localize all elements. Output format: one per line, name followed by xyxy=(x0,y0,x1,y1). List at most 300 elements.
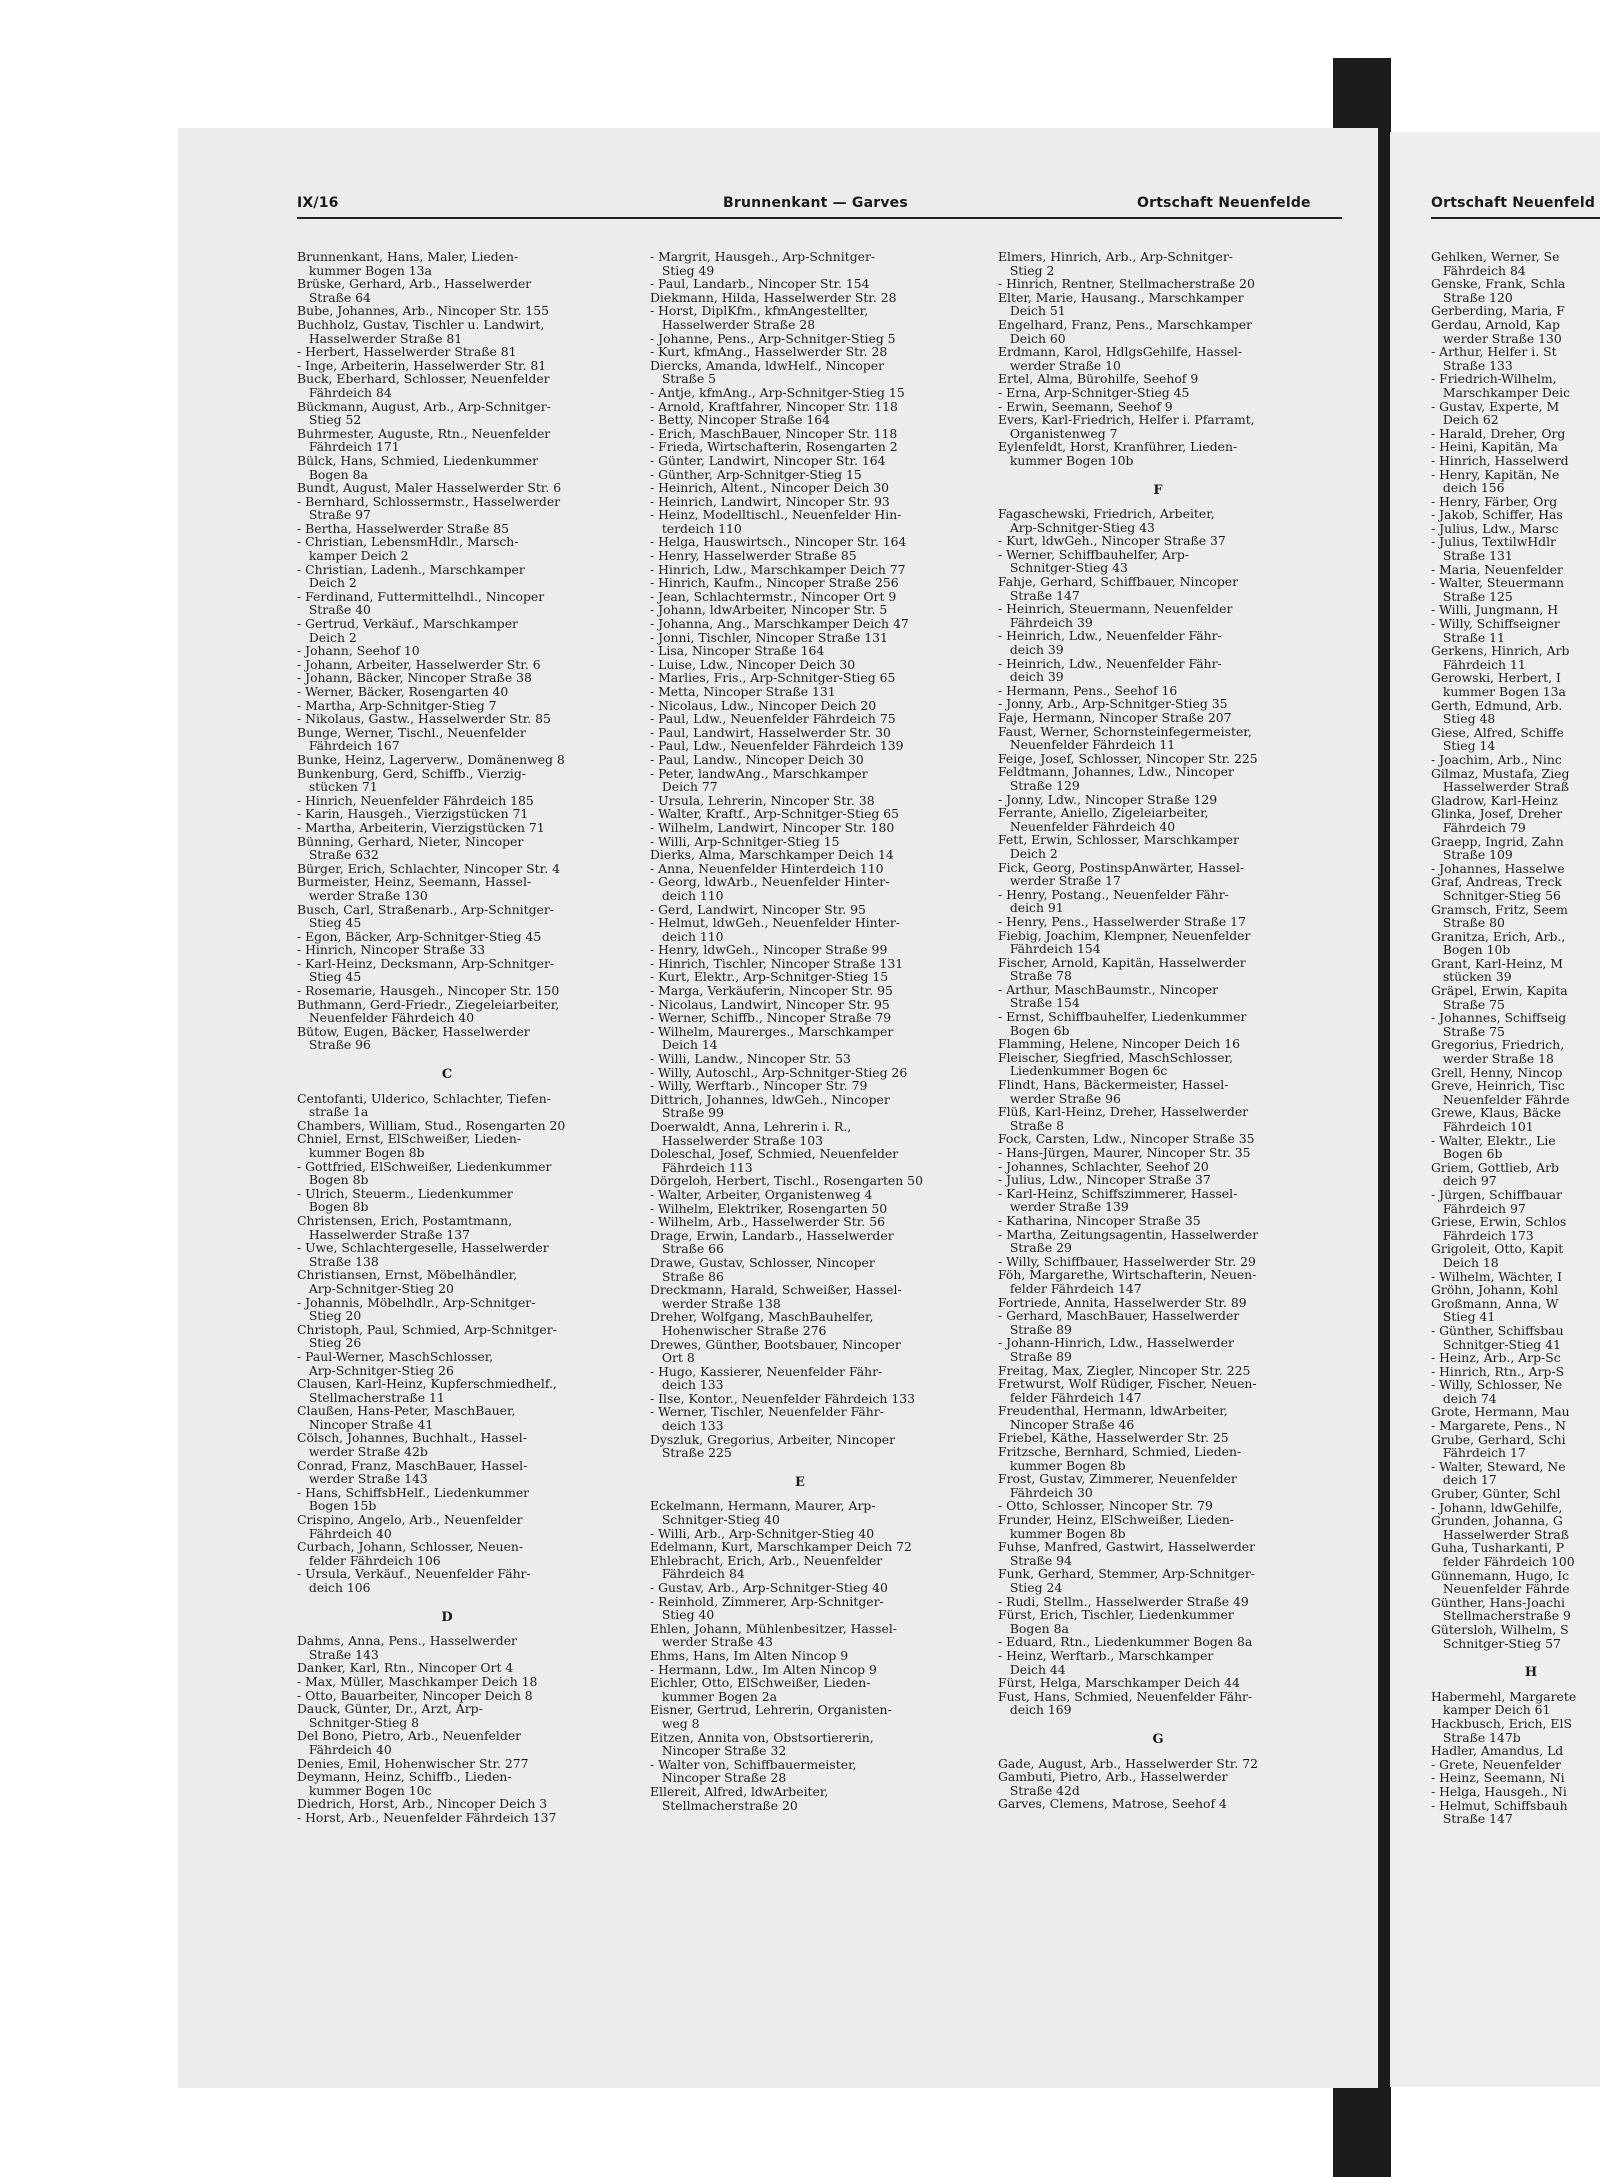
directory-entry: Stieg 52 xyxy=(297,412,362,428)
directory-entry: Großmann, Anna, W xyxy=(1431,1295,1559,1311)
directory-entry: - Christian, LebensmHdlr., Marsch- xyxy=(297,534,519,550)
directory-entry: deich 110 xyxy=(650,887,724,903)
directory-entry: - Karl-Heinz, Decksmann, Arp-Schnitger- xyxy=(297,955,555,971)
directory-entry: - Friedrich-Wilhelm, xyxy=(1431,371,1557,387)
directory-entry: Elter, Marie, Hausang., Marschkamper xyxy=(998,289,1244,305)
section-letter: E xyxy=(795,1474,805,1490)
directory-entry: Fährdeich 79 xyxy=(1431,819,1526,835)
directory-entry: - Paul-Werner, MaschSchlosser, xyxy=(297,1348,494,1364)
directory-entry: Günther, Hans-Joachi xyxy=(1431,1594,1566,1610)
directory-entry: - Walter, Steuermann xyxy=(1431,575,1565,591)
directory-column-3 xyxy=(998,250,1318,1811)
directory-entry: - Paul, Landwirt, Hasselwerder Str. 30 xyxy=(650,724,891,740)
directory-entry: - Betty, Nincoper Straße 164 xyxy=(650,412,831,428)
directory-entry: - Harald, Dreher, Org xyxy=(1431,425,1566,441)
directory-entry: - Herbert, Hasselwerder Straße 81 xyxy=(297,344,517,360)
directory-entry: Straße 96 xyxy=(297,1037,371,1053)
directory-entry: - Johann, ldwGehilfe, xyxy=(1431,1499,1563,1515)
directory-entry: Christensen, Erich, Postamtmann, xyxy=(297,1212,513,1228)
directory-entry: Grunden, Johanna, G xyxy=(1431,1513,1563,1529)
directory-entry: Dauck, Günter, Dr., Arzt, Arp- xyxy=(297,1701,483,1717)
directory-entry: Eisner, Gertrud, Lehrerin, Organisten- xyxy=(650,1702,892,1718)
directory-entry: Schnitger-Stieg 43 xyxy=(998,560,1128,576)
directory-entry: deich 91 xyxy=(998,900,1064,916)
directory-entry: - Wilhelm, Arb., Hasselwerder Str. 56 xyxy=(650,1214,885,1230)
directory-entry: Drewes, Günther, Bootsbauer, Nincoper xyxy=(650,1336,901,1352)
directory-entry: Deymann, Heinz, Schiffb., Lieden- xyxy=(297,1769,512,1785)
directory-entry: - Paul, Landw., Nincoper Deich 30 xyxy=(650,751,864,767)
directory-entry: Stieg 26 xyxy=(297,1335,362,1351)
directory-entry: Diedrich, Horst, Arb., Nincoper Deich 3 xyxy=(297,1796,548,1812)
directory-entry: Straße 8 xyxy=(998,1117,1065,1133)
directory-entry: - Wilhelm, Elektriker, Rosengarten 50 xyxy=(650,1200,888,1216)
directory-entry: Gütersloh, Wilhelm, S xyxy=(1431,1621,1569,1637)
directory-entry: Fritzsche, Bernhard, Schmied, Lieden- xyxy=(998,1444,1242,1460)
directory-entry: Straße 120 xyxy=(1431,289,1513,305)
directory-entry: - Kurt, Elektr., Arp-Schnitger-Stieg 15 xyxy=(650,969,889,985)
directory-entry: Neuenfelder Fährdeich 40 xyxy=(998,818,1176,834)
directory-entry: Claußen, Hans-Peter, MaschBauer, xyxy=(297,1403,516,1419)
directory-entry: Grube, Gerhard, Schi xyxy=(1431,1431,1566,1447)
directory-entry: Straße 42d xyxy=(998,1782,1080,1798)
directory-entry: Straße 66 xyxy=(650,1241,724,1257)
directory-entry: - Marga, Verkäuferin, Nincoper Str. 95 xyxy=(650,983,893,999)
directory-entry: Nincoper Straße 41 xyxy=(297,1416,434,1432)
directory-entry: Stellmacherstraße 11 xyxy=(297,1389,445,1405)
directory-entry: Straße 133 xyxy=(1431,357,1513,373)
directory-entry: Deich 2 xyxy=(297,575,357,591)
directory-entry: kummer Bogen 8b xyxy=(998,1457,1126,1473)
directory-entry: - Horst, DiplKfm., kfmAngestellter, xyxy=(650,303,869,319)
directory-entry: - Heini, Kapitän, Ma xyxy=(1431,439,1558,455)
directory-entry: - Erich, MaschBauer, Nincoper Str. 118 xyxy=(650,425,898,441)
directory-column-1 xyxy=(297,250,597,1825)
directory-entry: Straße 89 xyxy=(998,1348,1072,1364)
section-letter: G xyxy=(1152,1731,1164,1747)
directory-entry: Deich 2 xyxy=(297,629,357,645)
directory-entry: Ellereit, Alfred, ldwArbeiter, xyxy=(650,1783,829,1799)
directory-entry: Gade, August, Arb., Hasselwerder Str. 72 xyxy=(998,1755,1258,1771)
directory-entry: Straße 125 xyxy=(1431,588,1513,604)
directory-entry: - Marlies, Fris., Arp-Schnitger-Stieg 65 xyxy=(650,670,896,686)
directory-entry: Grewe, Klaus, Bäcke xyxy=(1431,1105,1562,1121)
directory-entry: kummer Bogen 8b xyxy=(297,1145,425,1160)
directory-entry: - Luise, Ldw., Nincoper Deich 30 xyxy=(650,656,856,672)
directory-entry: Gerth, Edmund, Arb. xyxy=(1431,697,1563,713)
directory-entry: Straße 147b xyxy=(1431,1729,1521,1745)
directory-entry: Hackbusch, Erich, ElS xyxy=(1431,1715,1572,1731)
directory-entry: Bünning, Gerhard, Nieter, Nincoper xyxy=(297,833,524,849)
directory-entry: - Werner, Bäcker, Rosengarten 40 xyxy=(297,684,509,699)
directory-entry: deich 74 xyxy=(1431,1390,1497,1406)
directory-entry: Günnemann, Hugo, Ic xyxy=(1431,1567,1570,1583)
directory-entry: Stieg 48 xyxy=(1431,711,1496,727)
directory-entry: - Rosemarie, Hausgeh., Nincoper Str. 150 xyxy=(297,983,560,999)
directory-entry: - Willy, Autoschl., Arp-Schnitger-Stieg 26 xyxy=(650,1064,908,1080)
directory-entry: Fährdeich 39 xyxy=(998,614,1093,630)
directory-entry: Bückmann, August, Arb., Arp-Schnitger- xyxy=(297,398,551,414)
directory-entry: Straße 64 xyxy=(297,289,371,305)
directory-entry: Grant, Karl-Heinz, M xyxy=(1431,955,1563,971)
directory-entry: Fährdeich 113 xyxy=(650,1159,753,1175)
directory-entry: Straße 154 xyxy=(998,995,1080,1011)
directory-entry: Hohenwischer Straße 276 xyxy=(650,1322,827,1338)
directory-entry: - Bernhard, Schlossermstr., Hasselwerder xyxy=(297,493,561,509)
directory-entry: Dreckmann, Harald, Schweißer, Hassel- xyxy=(650,1282,902,1298)
directory-entry: Cölsch, Johannes, Buchhalt., Hassel- xyxy=(297,1430,527,1446)
directory-entry: Feldtmann, Johannes, Ldw., Nincoper xyxy=(998,764,1234,780)
directory-entry: deich 39 xyxy=(998,642,1064,658)
directory-entry: kummer Bogen 10c xyxy=(297,1782,432,1798)
directory-entry: - Heinz, Werftarb., Marschkamper xyxy=(998,1647,1214,1663)
directory-entry: - Gerd, Landwirt, Nincoper Str. 95 xyxy=(650,901,866,917)
directory-entry: Straße 147 xyxy=(998,587,1080,603)
directory-entry: Chambers, William, Stud., Rosengarten 20 xyxy=(297,1117,566,1133)
directory-entry: - Karin, Hausgeh., Vierzigstücken 71 xyxy=(297,806,529,822)
directory-entry: - Nicolaus, Ldw., Nincoper Deich 20 xyxy=(650,697,877,713)
directory-entry: Dierks, Alma, Marschkamper Deich 14 xyxy=(650,847,894,863)
directory-entry: - Hinrich, Ldw., Marschkamper Deich 77 xyxy=(650,561,906,577)
directory-entry: Danker, Karl, Rtn., Nincoper Ort 4 xyxy=(297,1660,514,1676)
directory-entry: - Hinrich, Nincoper Straße 33 xyxy=(297,942,485,958)
directory-entry: Deich 62 xyxy=(1431,412,1499,428)
directory-entry: Straße 11 xyxy=(1431,629,1505,645)
directory-entry: werder Straße 96 xyxy=(998,1090,1121,1106)
directory-entry: Chniel, Ernst, ElSchweißer, Lieden- xyxy=(297,1131,522,1147)
directory-entry: Eylenfeldt, Horst, Kranführer, Lieden- xyxy=(998,439,1238,455)
directory-entry: Hasselwerder Straße 137 xyxy=(297,1226,470,1242)
directory-entry: deich 97 xyxy=(1431,1173,1497,1189)
directory-entry: Ferrante, Aniello, Zigeleiarbeiter, xyxy=(998,805,1209,821)
directory-entry: - Kurt, ldwGeh., Nincoper Straße 37 xyxy=(998,533,1226,549)
directory-entry: - Helmut, ldwGeh., Neuenfelder Hinter- xyxy=(650,915,900,931)
directory-entry: - Helga, Hauswirtsch., Nincoper Str. 164 xyxy=(650,534,907,550)
directory-entry: deich 156 xyxy=(1431,480,1505,496)
directory-entry: Hasselwerder Straße 81 xyxy=(297,330,463,346)
directory-entry: - Egon, Bäcker, Arp-Schnitger-Stieg 45 xyxy=(297,928,542,944)
directory-entry: Frost, Gustav, Zimmerer, Neuenfelder xyxy=(998,1471,1237,1487)
directory-entry: Bogen 8b xyxy=(297,1172,369,1188)
directory-entry: Straße 94 xyxy=(998,1552,1072,1568)
directory-entry: - Otto, Bauarbeiter, Nincoper Deich 8 xyxy=(297,1687,533,1703)
directory-entry: - Gottfried, ElSchweißer, Liedenkummer xyxy=(297,1158,552,1174)
directory-entry: Del Bono, Pietro, Arb., Neuenfelder xyxy=(297,1728,522,1744)
directory-entry: - Johann, Arbeiter, Hasselwerder Str. 6 xyxy=(297,656,541,672)
directory-entry: Frunder, Heinz, ElSchweißer, Lieden- xyxy=(998,1512,1234,1528)
directory-entry: kamper Deich 61 xyxy=(1431,1702,1551,1718)
directory-entry: Drawe, Gustav, Schlosser, Nincoper xyxy=(650,1254,875,1270)
directory-entry: Straße 75 xyxy=(1431,996,1505,1012)
directory-entry: - Helga, Hausgeh., Ni xyxy=(1431,1783,1567,1799)
directory-entry: - Hermann, Ldw., Im Alten Nincop 9 xyxy=(650,1661,877,1677)
directory-entry: - Ursula, Verkäuf., Neuenfelder Fähr- xyxy=(297,1566,531,1582)
directory-entry: - Nikolaus, Gastw., Hasselwerder Str. 85 xyxy=(297,711,551,727)
header-rule xyxy=(297,217,1342,219)
directory-entry: - Henry, Färber, Org xyxy=(1431,493,1558,509)
directory-entry: - Henry, Kapitän, Ne xyxy=(1431,466,1560,482)
directory-entry: Deich 77 xyxy=(650,779,718,795)
directory-entry: - Frieda, Wirtschafterin, Rosengarten 2 xyxy=(650,439,898,455)
directory-entry: - Walter von, Schiffbauermeister, xyxy=(650,1756,857,1772)
directory-entry: - Arthur, MaschBaumstr., Nincoper xyxy=(998,981,1219,997)
directory-entry: Schnitger-Stieg 56 xyxy=(1431,887,1561,903)
directory-entry: - Hinrich, Rentner, Stellmacherstraße 20 xyxy=(998,276,1255,292)
directory-entry: Guha, Tusharkanti, P xyxy=(1431,1540,1565,1556)
directory-entry: - Jakob, Schiffer, Has xyxy=(1431,507,1563,523)
directory-entry: weg 8 xyxy=(650,1715,700,1731)
section-letter: H xyxy=(1524,1665,1538,1681)
directory-entry: - Johann-Hinrich, Ldw., Hasselwerder xyxy=(998,1335,1234,1351)
directory-entry: - Willi, Jungmann, H xyxy=(1431,602,1559,618)
directory-entry: Ehlebracht, Erich, Arb., Neuenfelder xyxy=(650,1552,883,1568)
directory-entry: - Johanne, Pens., Arp-Schnitger-Stieg 5 xyxy=(650,330,896,346)
directory-entry: Gruber, Günter, Schl xyxy=(1431,1486,1561,1502)
directory-entry: Griese, Erwin, Schlos xyxy=(1431,1214,1567,1230)
directory-entry: Clausen, Karl-Heinz, Kupferschmiedhelf., xyxy=(297,1376,557,1392)
directory-entry: Straße 5 xyxy=(650,371,717,387)
directory-entry: - Erwin, Seemann, Seehof 9 xyxy=(998,398,1173,414)
directory-entry: - Ulrich, Steuerm., Liedenkummer xyxy=(297,1185,513,1201)
directory-entry: - Antje, kfmAng., Arp-Schnitger-Stieg 15 xyxy=(650,384,905,400)
directory-entry: Buthmann, Gerd-Friedr., Ziegeleiarbeiter, xyxy=(297,996,560,1012)
directory-entry: Straße 97 xyxy=(297,507,371,523)
directory-entry: Deich 2 xyxy=(998,845,1058,861)
directory-entry: felder Fährdeich 147 xyxy=(998,1389,1142,1405)
directory-entry: Faje, Hermann, Nincoper Straße 207 xyxy=(998,710,1232,725)
directory-entry: werder Straße 138 xyxy=(650,1295,781,1311)
directory-entry: Doerwaldt, Anna, Lehrerin i. R., xyxy=(650,1119,852,1134)
directory-entry: Straße 131 xyxy=(1431,548,1513,564)
directory-entry: Christiansen, Ernst, Möbelhändler, xyxy=(297,1267,518,1283)
directory-entry: Faust, Werner, Schornsteinfegermeister, xyxy=(998,723,1252,739)
directory-entry: - Kurt, kfmAng., Hasselwerder Str. 28 xyxy=(650,344,888,360)
directory-entry: Curbach, Johann, Schlosser, Neuen- xyxy=(297,1539,524,1555)
directory-entry: - Margarete, Pens., N xyxy=(1431,1418,1566,1434)
directory-entry: Ehms, Hans, Im Alten Nincop 9 xyxy=(650,1647,849,1663)
directory-entry: Straße 99 xyxy=(650,1105,724,1121)
directory-entry: Fährdeich 40 xyxy=(297,1525,392,1541)
directory-entry: Organistenweg 7 xyxy=(998,425,1118,441)
directory-entry: Genske, Frank, Schla xyxy=(1431,276,1566,292)
directory-entry: Bülck, Hans, Schmied, Liedenkummer xyxy=(297,452,539,468)
directory-entry: Fagaschewski, Friedrich, Arbeiter, xyxy=(998,506,1215,522)
directory-entry: - Gerhard, MaschBauer, Hasselwerder xyxy=(998,1308,1240,1324)
directory-entry: Fährdeich 171 xyxy=(297,439,400,455)
directory-entry: Diercks, Amanda, ldwHelf., Nincoper xyxy=(650,357,885,373)
directory-entry: deich 169 xyxy=(998,1702,1072,1718)
section-letter: C xyxy=(441,1067,453,1083)
directory-entry: Bogen 8a xyxy=(297,466,368,482)
directory-entry: - Reinhold, Zimmerer, Arp-Schnitger- xyxy=(650,1593,884,1609)
directory-entry: kummer Bogen 10b xyxy=(998,452,1134,468)
directory-entry: - Arnold, Kraftfahrer, Nincoper Str. 118 xyxy=(650,398,898,414)
next-page-header-rule xyxy=(1431,217,1600,219)
directory-entry: Gladrow, Karl-Heinz xyxy=(1431,792,1558,808)
directory-entry: Fährdeich 97 xyxy=(1431,1200,1526,1216)
directory-entry: - Julius, Ldw., Marsc xyxy=(1431,520,1559,536)
directory-entry: - Metta, Nincoper Straße 131 xyxy=(650,684,836,699)
directory-entry: Arp-Schnitger-Stieg 20 xyxy=(297,1280,454,1296)
directory-entry: Deich 51 xyxy=(998,303,1066,319)
directory-entry: Dreher, Wolfgang, MaschBauhelfer, xyxy=(650,1309,874,1325)
directory-entry: Freudenthal, Hermann, ldwArbeiter, xyxy=(998,1403,1228,1419)
directory-entry: Busch, Carl, Straßenarb., Arp-Schnitger- xyxy=(297,901,554,917)
directory-entry: werder Straße 143 xyxy=(297,1471,428,1487)
directory-entry: Schnitger-Stieg 40 xyxy=(650,1512,780,1528)
directory-entry: Ertel, Alma, Bürohilfe, Seehof 9 xyxy=(998,371,1199,387)
directory-entry: Fährdeich 84 xyxy=(1431,262,1526,278)
directory-column-2 xyxy=(650,250,950,1812)
directory-entry: Buck, Eberhard, Schlosser, Neuenfelder xyxy=(297,371,550,387)
directory-entry: Gerkens, Hinrich, Arb xyxy=(1431,643,1570,659)
directory-entry: - Heinrich, Ldw., Neuenfelder Fähr- xyxy=(998,628,1222,644)
directory-entry: kummer Bogen 2a xyxy=(650,1688,778,1704)
directory-entry: - Ilse, Kontor., Neuenfelder Fährdeich 133 xyxy=(650,1390,915,1406)
directory-entry: Fust, Hans, Schmied, Neuenfelder Fähr- xyxy=(998,1688,1253,1704)
directory-entry: Hasselwerder Straße 103 xyxy=(650,1132,823,1148)
directory-entry: Fährdeich 154 xyxy=(998,941,1101,957)
directory-entry: - Inge, Arbeiterin, Hasselwerder Str. 81 xyxy=(297,357,547,373)
directory-entry: Gerberding, Maria, F xyxy=(1431,303,1565,319)
directory-entry: - Max, Müller, Maschkamper Deich 18 xyxy=(297,1673,538,1689)
directory-entry: kamper Deich 2 xyxy=(297,548,409,564)
directory-entry: - Martha, Zeitungsagentin, Hasselwerder xyxy=(998,1226,1259,1242)
directory-entry: - Johann, Bäcker, Nincoper Straße 38 xyxy=(297,670,532,686)
directory-entry: - Jean, Schlachtermstr., Nincoper Ort 9 xyxy=(650,588,897,604)
directory-entry: - Heinrich, Steuermann, Neuenfelder xyxy=(998,601,1233,617)
directory-entry: - Johannes, Schlachter, Seehof 20 xyxy=(998,1158,1209,1174)
directory-entry: Stieg 45 xyxy=(297,969,362,985)
directory-entry: Stieg 45 xyxy=(297,915,362,931)
directory-entry: Neuenfelder Fährde xyxy=(1431,1091,1570,1107)
directory-entry: Fährdeich 84 xyxy=(297,384,392,400)
directory-entry: felder Fährdeich 106 xyxy=(297,1552,441,1568)
directory-entry: Fortriede, Annita, Hasselwerder Str. 89 xyxy=(998,1294,1247,1310)
directory-entry: - Julius, TextilwHdlr xyxy=(1431,534,1556,550)
directory-entry: deich 110 xyxy=(650,928,724,944)
directory-entry: Bogen 10b xyxy=(1431,942,1511,958)
directory-entry: - Werner, Schiffbauhelfer, Arp- xyxy=(998,546,1189,562)
directory-entry: Gräpel, Erwin, Kapita xyxy=(1431,983,1568,999)
directory-entry: Stieg 49 xyxy=(650,262,715,278)
directory-entry: Grote, Hermann, Mau xyxy=(1431,1404,1570,1420)
directory-entry: - Nicolaus, Landwirt, Nincoper Str. 95 xyxy=(650,996,890,1012)
directory-entry: Stieg 24 xyxy=(998,1580,1063,1595)
directory-entry: - Bertha, Hasselwerder Straße 85 xyxy=(297,520,509,536)
directory-entry: werder Straße 10 xyxy=(998,357,1121,373)
directory-entry: Stellmacherstraße 9 xyxy=(1431,1608,1571,1624)
directory-entry: - Ursula, Lehrerin, Nincoper Str. 38 xyxy=(650,792,875,808)
directory-entry: deich 17 xyxy=(1431,1472,1497,1488)
directory-entry: Bundt, August, Maler Hasselwerder Str. 6 xyxy=(297,480,562,496)
directory-entry: - Heinrich, Ldw., Neuenfelder Fähr- xyxy=(998,655,1222,671)
directory-entry: Graf, Andreas, Treck xyxy=(1431,874,1562,890)
directory-entry: werder Straße 42b xyxy=(297,1444,428,1460)
directory-entry: - Walter, Arbeiter, Organistenweg 4 xyxy=(650,1186,873,1202)
directory-entry: Hadler, Amandus, Ld xyxy=(1431,1743,1564,1759)
directory-entry: - Katharina, Nincoper Straße 35 xyxy=(998,1212,1201,1228)
directory-entry: Schnitger-Stieg 57 xyxy=(1431,1635,1561,1651)
directory-entry: Straße 86 xyxy=(650,1268,724,1284)
directory-entry: Fährdeich 30 xyxy=(998,1484,1093,1500)
locality-title: Ortschaft Neuenfelde xyxy=(1137,195,1311,211)
section-letter: F xyxy=(1153,482,1163,498)
directory-entry: Burmeister, Heinz, Seemann, Hassel- xyxy=(297,874,532,890)
directory-entry: Evers, Karl-Friedrich, Helfer i. Pfarramt, xyxy=(998,412,1255,428)
directory-entry: Straße 75 xyxy=(1431,1023,1505,1039)
directory-entry: - Maria, Neuenfelder xyxy=(1431,561,1563,577)
directory-entry: - Johann, ldwArbeiter, Nincoper Str. 5 xyxy=(650,602,888,618)
directory-entry: Straße 143 xyxy=(297,1646,379,1662)
directory-entry: kummer Bogen 8b xyxy=(998,1525,1126,1541)
directory-entry: Garves, Clemens, Matrose, Seehof 4 xyxy=(998,1796,1227,1812)
directory-entry: Feige, Josef, Schlosser, Nincoper Str. 225 xyxy=(998,750,1258,766)
directory-entry: Straße 89 xyxy=(998,1321,1072,1337)
directory-entry: - Otto, Schlosser, Nincoper Str. 79 xyxy=(998,1498,1213,1514)
directory-entry: Liedenkummer Bogen 6c xyxy=(998,1063,1168,1079)
directory-entry: - Henry, Postang., Neuenfelder Fähr- xyxy=(998,886,1229,902)
directory-entry: terdeich 110 xyxy=(650,520,742,536)
directory-entry: werder Straße 17 xyxy=(998,873,1121,889)
directory-entry: Fuhse, Manfred, Gastwirt, Hasselwerder xyxy=(998,1539,1256,1555)
directory-entry: Nincoper Straße 32 xyxy=(650,1743,787,1759)
directory-entry: Grell, Henny, Nincop xyxy=(1431,1064,1563,1080)
directory-entry: - Willy, Werftarb., Nincoper Str. 79 xyxy=(650,1078,868,1094)
directory-entry: - Paul, Ldw., Neuenfelder Fährdeich 75 xyxy=(650,711,896,727)
directory-entry: Brüske, Gerhard, Arb., Hasselwerder xyxy=(297,276,532,292)
directory-entry: Stieg 40 xyxy=(650,1607,715,1623)
directory-entry: Griem, Gottlieb, Arb xyxy=(1431,1159,1559,1175)
directory-entry: Schnitger-Stieg 8 xyxy=(297,1714,420,1730)
directory-entry: Fährdeich 17 xyxy=(1431,1445,1526,1461)
directory-entry: Bunge, Werner, Tischl., Neuenfelder xyxy=(297,724,526,740)
directory-entry: - Arthur, Helfer i. St xyxy=(1431,344,1557,360)
directory-entry: stücken 39 xyxy=(1431,969,1512,985)
directory-entry: Stieg 2 xyxy=(998,262,1055,278)
directory-entry: - Hans, SchiffsbHelf., Liedenkummer xyxy=(297,1484,530,1500)
directory-entry: Buchholz, Gustav, Tischler u. Landwirt, xyxy=(297,316,545,332)
directory-entry: Brunnenkant, Hans, Maler, Lieden- xyxy=(297,249,519,264)
page-number: IX/16 xyxy=(297,195,339,211)
directory-entry: Fährdeich 84 xyxy=(650,1566,745,1582)
directory-entry: - Uwe, Schlachtergeselle, Hasselwerder xyxy=(297,1240,549,1256)
directory-entry: felder Fährdeich 147 xyxy=(998,1280,1142,1296)
directory-entry: Fick, Georg, PostinspAnwärter, Hassel- xyxy=(998,859,1245,875)
directory-entry: Straße 138 xyxy=(297,1253,379,1269)
directory-entry: Deich 18 xyxy=(1431,1254,1499,1270)
directory-entry: - Henry, ldwGeh., Nincoper Straße 99 xyxy=(650,942,888,958)
directory-entry: Bogen 6b xyxy=(1431,1146,1503,1162)
directory-entry: Nincoper Straße 28 xyxy=(650,1770,787,1786)
directory-entry: Neuenfelder Fährdeich 40 xyxy=(297,1010,475,1026)
directory-entry: Gerdau, Arnold, Kap xyxy=(1431,316,1560,332)
directory-entry: Straße 29 xyxy=(998,1240,1072,1256)
directory-entry: Föh, Margarethe, Wirtschafterin, Neuen- xyxy=(998,1267,1257,1283)
directory-entry: Marschkamper Deic xyxy=(1431,384,1571,400)
directory-entry: - Willi, Arb., Arp-Schnitger-Stieg 40 xyxy=(650,1525,875,1541)
directory-entry: Bogen 15b xyxy=(297,1498,377,1514)
directory-entry: - Willy, Schlosser, Ne xyxy=(1431,1377,1563,1393)
directory-entry: - Johannis, Möbelhdlr., Arp-Schnitger- xyxy=(297,1294,536,1310)
directory-entry: - Paul, Landarb., Nincoper Str. 154 xyxy=(650,276,870,292)
directory-entry: werder Straße 139 xyxy=(998,1199,1129,1215)
directory-entry: Bürger, Erich, Schlachter, Nincoper Str. 4 xyxy=(297,860,560,876)
directory-entry: - Eduard, Rtn., Liedenkummer Bogen 8a xyxy=(998,1634,1253,1650)
directory-entry: Christoph, Paul, Schmied, Arp-Schnitger- xyxy=(297,1321,557,1337)
directory-entry: werder Straße 130 xyxy=(297,887,428,903)
directory-entry: - Gustav, Arb., Arp-Schnitger-Stieg 40 xyxy=(650,1580,888,1595)
directory-entry: - Walter, Steward, Ne xyxy=(1431,1458,1566,1474)
